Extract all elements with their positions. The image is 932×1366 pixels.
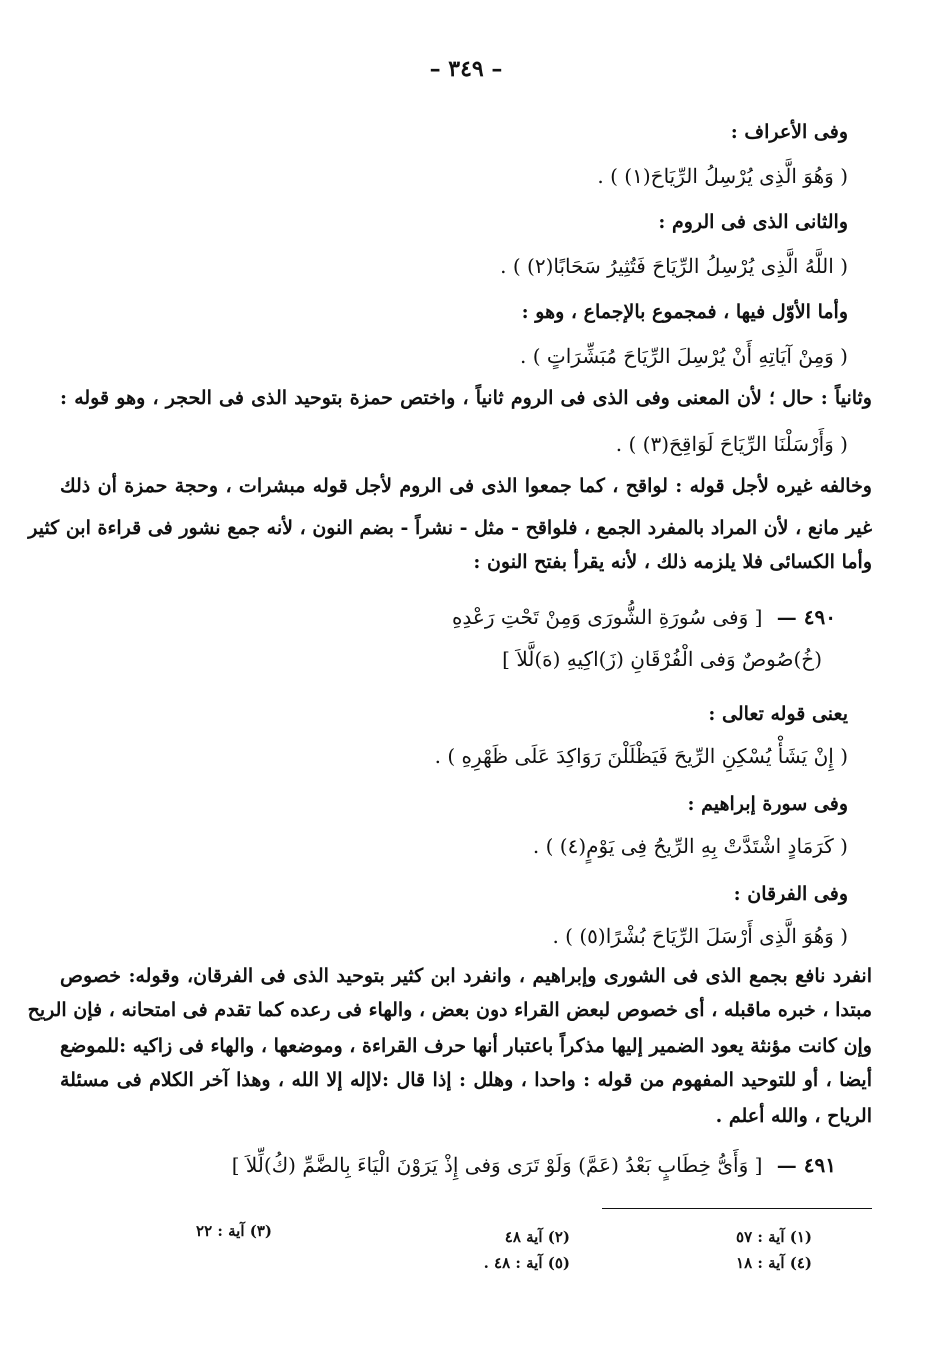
quran-verse: ( وَهُوَ الَّذِى يُرْسِلُ الرِّيَاحَ(١) ) . (597, 164, 848, 188)
footnote-5: (٥) آية : ٤٨ . (483, 1254, 570, 1272)
commentary-line: انفرد نافع بجمع الذى فى الشورى وإبراهيم ، وانفرد ابن كثير بتوحيد الذى فى الفرقان، وقوله: خصوص (60, 965, 872, 987)
section-heading: وفى الأعراف : (730, 121, 848, 143)
quran-verse: ( وَمِنْ آيَاتِهِ أَنْ يُرْسِلَ الرِّيَاحَ مُبَشِّرَاتٍ ) . (520, 344, 848, 368)
commentary-line: وأما الكسائى فلا يلزمه ذلك ، لأنه يقرأ بفتح النون : (473, 551, 872, 573)
verse-hemistich: [ وَفى سُورَةِ الشُّورَى وَمِنْ تَحْتِ رَعْدِهِ (451, 605, 763, 629)
footnote-3: (٣) آية : ٢٢ (196, 1222, 272, 1240)
commentary-line: وثانياً : حال ؛ لأن المعنى وفى الذى فى الروم ثانياً ، واختص حمزة بتوحيد الذى فى الحجر ، وهو قوله : (60, 387, 872, 409)
commentary-line: وإن كانت مؤنثة يعود الضمير إليها مذكراً باعتبار أنها حرف القراءة ، وموضعها ، والهاء فى زاكيه :للموضع (60, 1035, 872, 1057)
poem-verse-491 (96, 1150, 836, 1180)
quran-verse: ( كَرَمَادٍ اشْتَدَّتْ بِهِ الرِّيحُ فِى يَوْمٍ(٤) ) . (532, 834, 848, 858)
quran-verse: ( وَأَرْسَلْنَا الرِّيَاحَ لَوَاقِحَ(٣) ) . (615, 432, 848, 456)
quran-verse: ( إِنْ يَشَأْ يُسْكِنِ الرِّيحَ فَيَظْلَلْنَ رَوَاكِدَ عَلَى ظَهْرِهِ ) . (434, 744, 848, 768)
commentary-line: وخالفه غيره لأجل قوله : لواقح ، كما جمعوا الذى فى الروم لأجل قوله مبشرات ، وحجة حمزة أن ذلك (60, 475, 872, 497)
section-heading: والثانى الذى فى الروم : (658, 211, 848, 233)
commentary-line: الرياح ، والله أعلم . (715, 1105, 872, 1127)
commentary-line: مبتدا ، خبره ماقبله ، أى خصوص لبعض القراء دون بعض ، والهاء فى رعده كما تقدم فى امتحانه ، فإن الريح (27, 999, 872, 1021)
verse-hemistich: [ وَأَىُّ خِطَابٍ بَعْدُ (عَمَّ) وَلَوْ تَرَى وَفى إِذْ يَرَوْنَ الْيَاءَ بِالضَّمِّ (كُ)لِّلاَ ] (231, 1153, 763, 1177)
section-heading: وفى سورة إبراهيم : (687, 793, 848, 815)
page-number: – ٣٤٩ – (429, 56, 503, 82)
poem-verse-490-second (82, 644, 822, 674)
commentary-line: وأما الأوّل فيها ، فمجموع بالإجماع ، وهو : (521, 301, 848, 323)
footnote-1: (١) آية : ٥٧ (736, 1228, 812, 1246)
footnote-2: (٢) آية ٤٨ (504, 1228, 570, 1246)
commentary-line: غير مانع ، لأن المراد بالمفرد الجمع ، فلواقح - مثل - نشراً - بضم النون ، لأنه جمع نشور فى قراءة ابن كثير (28, 517, 872, 539)
quran-verse: ( وَهُوَ الَّذِى أَرْسَلَ الرِّيَاحَ بُشْرًا(٥) ) . (552, 924, 848, 948)
quran-verse: ( اللَّهُ الَّذِى يُرْسِلُ الرِّيَاحَ فَتُثِيرُ سَحَابًا(٢) ) . (500, 254, 848, 278)
section-heading: وفى الفرقان : (733, 883, 848, 905)
verse-number: ٤٩١ — (776, 1153, 836, 1177)
poem-verse-490 (96, 602, 836, 632)
commentary-line: أيضا ، أو للتوحيد المفهوم من قوله : واحدا ، وهلل : إذا قال :لاإله إلا الله ، وهذا آخر الكلام فى مسئلة (60, 1069, 872, 1091)
verse-number: ٤٩٠ — (776, 605, 836, 629)
commentary-line: يعنى قوله تعالى : (708, 703, 848, 725)
verse-hemistich: (خُ)صُوصٌ وَفى الْفُرْقَانِ (زَ)اكِيهِ (هَ)لَّلاَ ] (502, 647, 822, 671)
footnote-divider (602, 1208, 872, 1209)
footnote-4: (٤) آية : ١٨ (736, 1254, 812, 1272)
